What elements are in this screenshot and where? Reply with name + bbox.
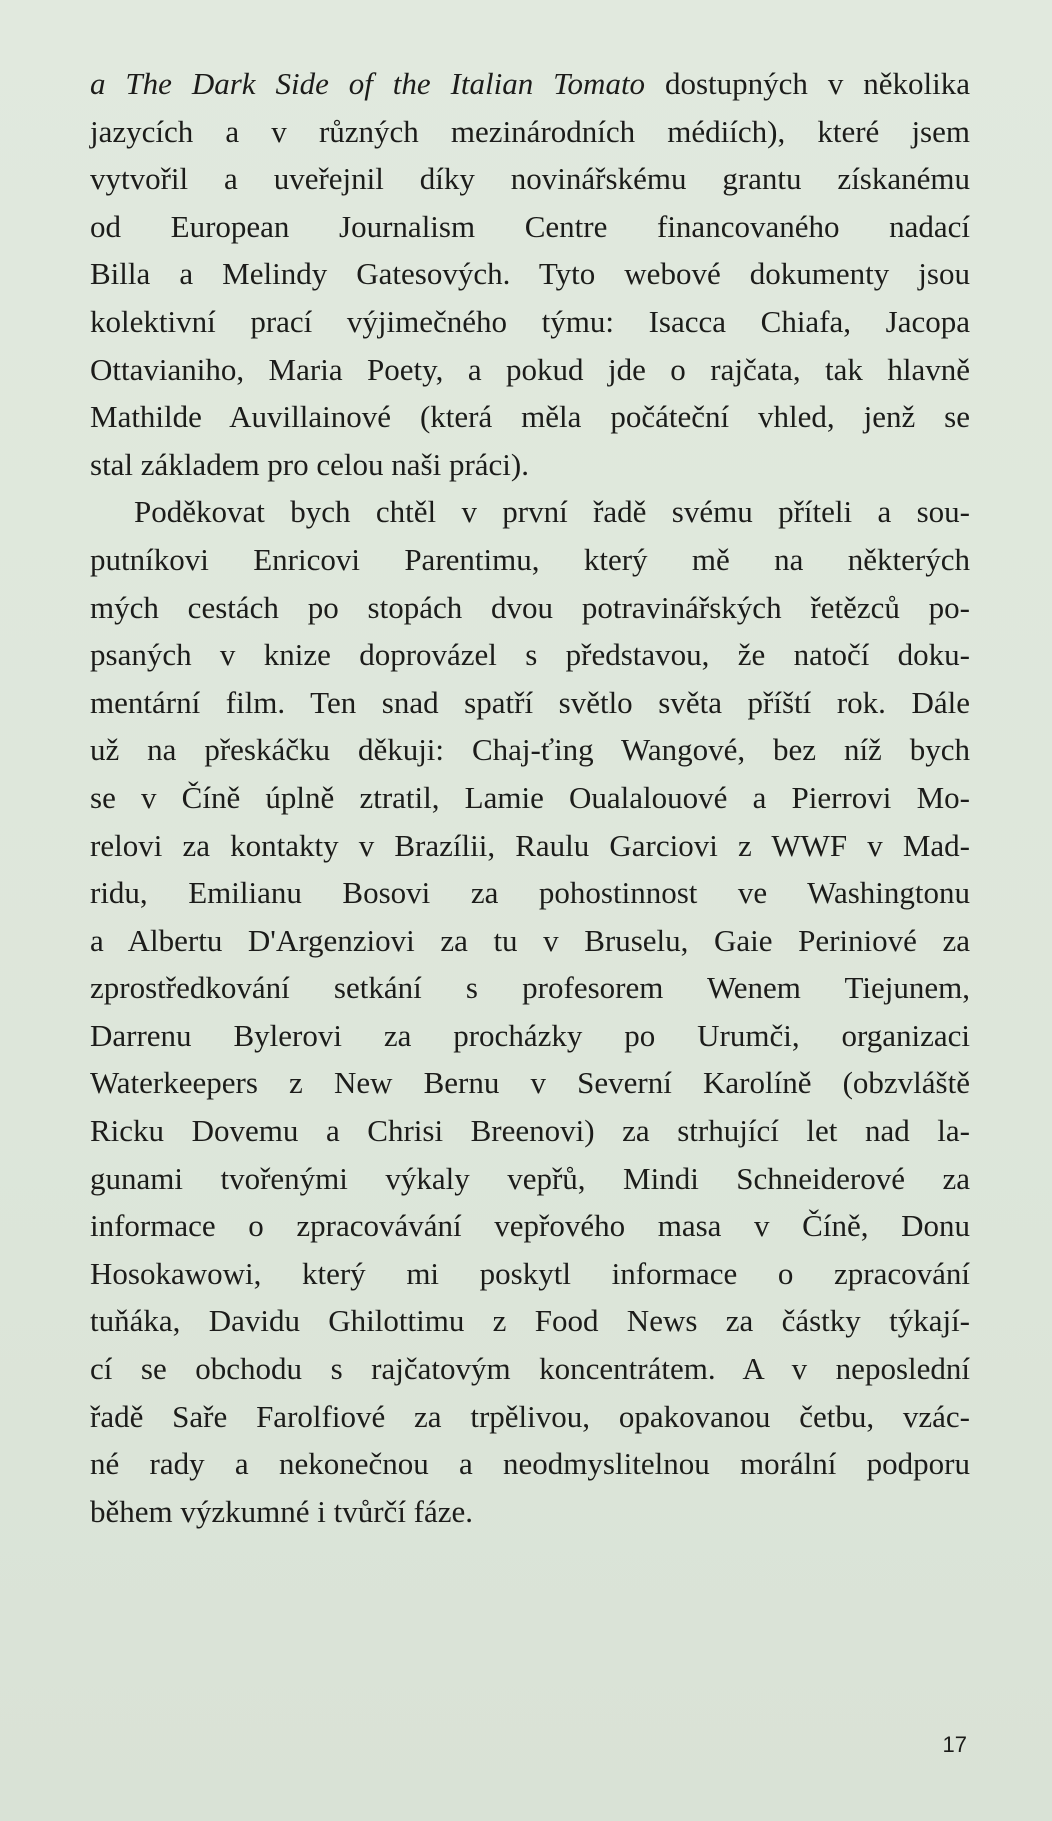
text-line: informace o zpracovávání vepřového masa v Číně, Donu [90,1208,970,1244]
text-line: Mathilde Auvillainové (která měla počáteční vhled, jenž se [90,399,970,435]
text-line: Hosokawowi, který mi poskytl informace o zpracování [90,1255,970,1291]
page-number: 17 [942,1732,967,1757]
text-line: se v Číně úplně ztratil, Lamie Oualalouové a Pierrovi Mo- [90,779,970,815]
text-line: mentární film. Ten snad spatří světlo světa příští rok. Dále [90,684,970,720]
text-line: vytvořil a uveřejnil díky novinářskému grantu získanému [90,161,970,197]
text-line: tuňáka, Davidu Ghilottimu z Food News za částky týkají- [90,1303,970,1339]
book-title: The Dark Side of the Italian Tomato [125,66,646,101]
text-line: od European Journalism Centre financovaného nadací [90,208,970,244]
text-line: cí se obchodu s rajčatovým koncentrátem. A v neposlední [90,1351,970,1387]
text-line: Ottavianiho, Maria Poety, a pokud jde o rajčata, tak hlavně [90,351,970,387]
italic-text: a [90,66,126,101]
text-line: mých cestách po stopách dvou potravinářských řetězců po- [90,589,970,625]
text-line: Darrenu Bylerovi za procházky po Urumči, organizaci [90,1017,970,1053]
text-line [90,60,970,108]
page-body-text [90,60,970,1535]
text-line: psaných v knize doprovázel s představou, že natočí doku- [90,637,970,673]
text-line: Ricku Dovemu a Chrisi Breenovi) za strhující let nad la- [90,1113,970,1149]
paragraph-acknowledgement-web-docs [90,60,970,488]
text-line: jazycích a v různých mezinárodních médiích), které jsem [90,113,970,149]
text-line: a Albertu D'Argenziovi za tu v Bruselu, Gaie Periniové za [90,922,970,958]
text-line: né rady a nekonečnou a neodmyslitelnou morální podporu [90,1446,970,1482]
text-line: zprostředkování setkání s profesorem Wenem Tiejunem, [90,970,970,1006]
paragraph-thanks-list [90,488,970,1535]
text-line: Billa a Melindy Gatesových. Tyto webové dokumenty jsou [90,256,970,292]
text-line: relovi za kontakty v Brazílii, Raulu Garciovi z WWF v Mad- [90,827,970,863]
text-line: Waterkeepers z New Bernu v Severní Karolíně (obzvláště [90,1065,970,1101]
text-line: během výzkumné i tvůrčí fáze. [90,1493,474,1529]
text-line: Poděkovat bych chtěl v první řadě svému příteli a sou- [134,494,970,530]
text-line: řadě Saře Farolfiové za trpělivou, opakovanou četbu, vzác- [90,1398,970,1434]
text-line: gunami tvořenými výkaly vepřů, Mindi Schneiderové za [90,1160,970,1196]
text-line: stal základem pro celou naši práci). [90,446,529,482]
text-line: putníkovi Enricovi Parentimu, který mě na některých [90,541,970,577]
text-fragment: dostupných v několika [645,66,970,101]
text-line: kolektivní prací výjimečného týmu: Isacca Chiafa, Jacopa [90,303,970,339]
text-line: ridu, Emilianu Bosovi za pohostinnost ve Washingtonu [90,875,970,911]
text-line: už na přeskáčku děkuji: Chaj-ťing Wangové, bez níž bych [90,732,970,768]
